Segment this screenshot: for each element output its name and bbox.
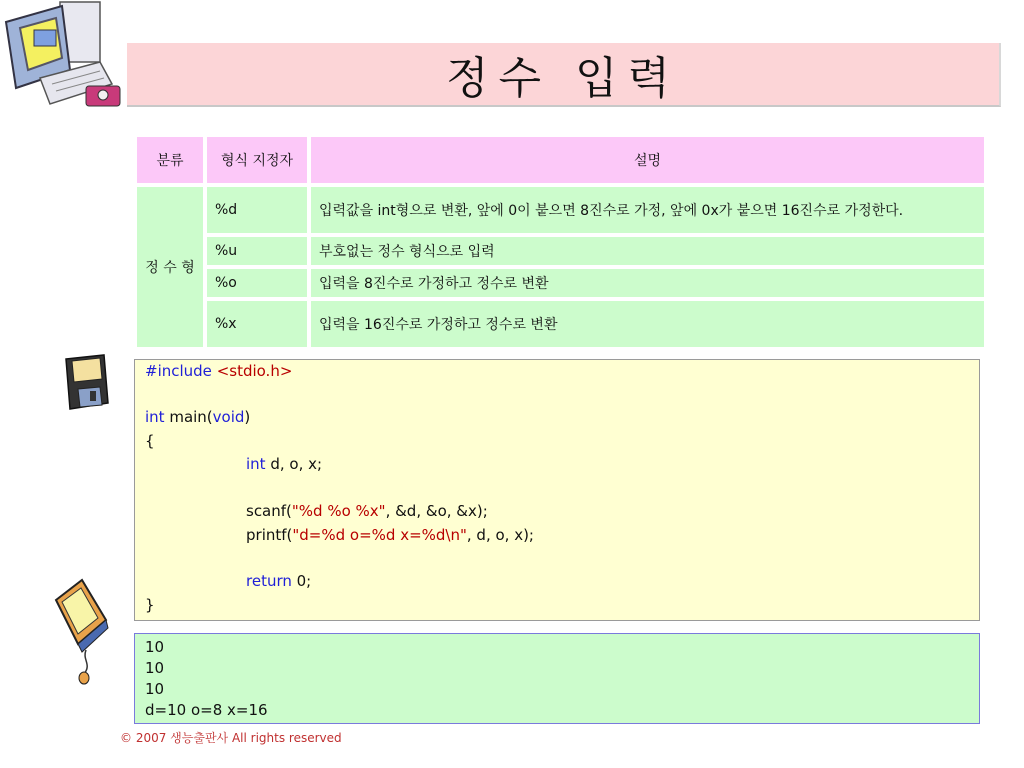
header-category: 분류 <box>137 137 203 183</box>
printf-call: printf( <box>246 526 293 544</box>
code-line-include <box>145 362 292 380</box>
output-line: d=10 o=8 x=16 <box>145 701 268 719</box>
copyright-footer: © 2007 생능출판사 All rights reserved <box>120 731 342 745</box>
specifier-cell: %o <box>207 269 307 297</box>
code-line-return <box>246 572 311 590</box>
computer-clipart-icon <box>0 0 125 110</box>
scanf-call: scanf( <box>246 502 292 520</box>
scanf-args: , &d, &o, &x); <box>385 502 488 520</box>
keyword-void: void <box>212 408 245 426</box>
slide-title-banner <box>127 43 1001 107</box>
main-signature: main( <box>164 408 213 426</box>
header-specifier: 형식 지정자 <box>207 137 307 183</box>
printf-args: , d, o, x); <box>466 526 534 544</box>
floppy-disk-icon <box>62 353 112 411</box>
printf-format-string: "d=%d o=%d x=%d\n" <box>292 526 467 544</box>
include-header: <stdio.h> <box>211 362 293 380</box>
keyword-int: int <box>246 455 266 473</box>
slide-title: 정수 입력 <box>445 53 680 104</box>
keyword-int: int <box>145 408 165 426</box>
table-row <box>137 237 984 265</box>
code-line-printf <box>246 526 534 544</box>
code-line-declaration <box>246 455 322 473</box>
preprocessor-directive: #include <box>145 362 212 380</box>
declaration-vars: d, o, x; <box>265 455 323 473</box>
scanf-format-string: "%d %o %x" <box>291 502 386 520</box>
table-header-row <box>137 137 984 183</box>
category-cell: 정 수 형 <box>137 187 203 347</box>
paren-close: ) <box>244 408 251 426</box>
monitor-clipart-icon <box>52 578 110 686</box>
keyword-return: return <box>246 572 292 590</box>
source-code-box <box>134 359 980 621</box>
code-line-main <box>145 408 250 426</box>
header-description: 설명 <box>311 137 984 183</box>
description-cell: 부호없는 정수 형식으로 입력 <box>311 237 984 265</box>
description-cell: 입력을 8진수로 가정하고 정수로 변환 <box>311 269 984 297</box>
specifier-cell: %x <box>207 301 307 347</box>
table-row <box>137 269 984 297</box>
output-line: 10 <box>145 659 165 677</box>
code-line-scanf <box>246 502 488 520</box>
return-value: 0; <box>291 572 312 590</box>
program-output-box <box>134 633 980 724</box>
description-cell: 입력값을 int형으로 변환, 앞에 0이 붙으면 8진수로 가정, 앞에 0x가 붙으면 16진수로 가정한다. <box>311 187 984 233</box>
table-row <box>137 301 984 347</box>
output-line: 10 <box>145 680 165 698</box>
format-specifier-table <box>133 133 988 351</box>
description-cell: 입력을 16진수로 가정하고 정수로 변환 <box>311 301 984 347</box>
specifier-cell: %u <box>207 237 307 265</box>
code-line-close-brace: } <box>145 596 155 614</box>
output-line: 10 <box>145 638 165 656</box>
specifier-cell: %d <box>207 187 307 233</box>
table-row <box>137 187 984 233</box>
code-line-open-brace: { <box>145 432 155 450</box>
